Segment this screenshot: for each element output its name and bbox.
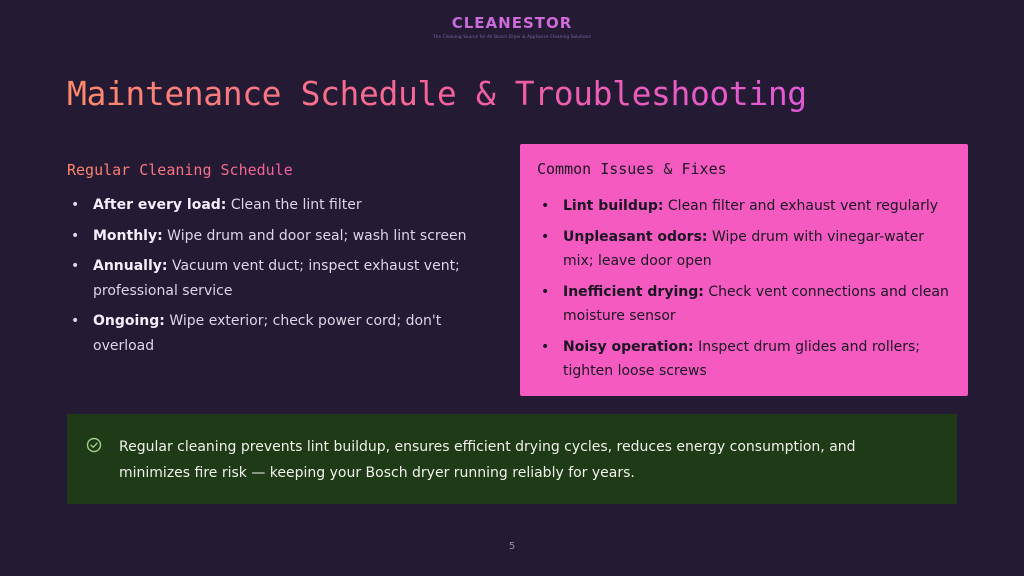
item-label: Annually: xyxy=(93,258,168,274)
item-label: After every load: xyxy=(93,197,227,213)
list-item xyxy=(67,254,487,303)
item-text: Inspect drum glides and rollers; tighten loose screws xyxy=(563,338,921,379)
item-text: Wipe exterior; check power cord; don't overload xyxy=(93,313,442,354)
common-issues-box xyxy=(520,144,968,396)
logo-wordmark: CLEANESTOR xyxy=(0,14,1024,32)
list-item xyxy=(537,335,950,384)
bullet-icon: • xyxy=(541,283,550,300)
logo-tagline: The Cleaning Source for All Bosch Dryer & Appliance Cleaning Solutions xyxy=(433,34,591,39)
callout-text: Regular cleaning prevents lint buildup, ensures efficient drying cycles, reduces energy consumption, and minimizes fire risk — keeping your Bosch dryer running reliably for years. xyxy=(119,439,856,481)
item-label: Unpleasant odors: xyxy=(563,228,708,245)
page-number: 5 xyxy=(508,541,516,552)
item-label: Noisy operation: xyxy=(563,338,694,355)
cleaning-schedule-section xyxy=(67,160,487,364)
check-circle-icon xyxy=(86,437,102,453)
item-label: Inefficient drying: xyxy=(563,283,704,300)
item-text: Wipe drum and door seal; wash lint screen xyxy=(167,227,467,244)
list-item xyxy=(67,193,487,218)
item-label: Monthly: xyxy=(93,227,163,244)
bullet-icon: • xyxy=(71,227,80,244)
list-item xyxy=(67,224,487,249)
bullet-icon: • xyxy=(541,198,550,214)
list-item xyxy=(537,280,950,329)
bullet-icon: • xyxy=(71,313,80,329)
bullet-icon: • xyxy=(71,197,80,213)
bullet-icon: • xyxy=(71,258,80,274)
cleaning-schedule-list xyxy=(67,193,487,358)
item-text: Vacuum vent duct; inspect exhaust vent; professional service xyxy=(93,258,460,299)
list-item xyxy=(67,309,487,358)
slide-title: Maintenance Schedule & Troubleshooting xyxy=(67,74,807,113)
item-text: Clean filter and exhaust vent regularly xyxy=(667,198,939,214)
summary-callout xyxy=(67,414,957,504)
item-text: Clean the lint filter xyxy=(230,197,362,213)
brand-logo xyxy=(0,14,1024,39)
list-item xyxy=(537,194,950,219)
item-label: Ongoing: xyxy=(93,313,165,329)
cleaning-schedule-heading: Regular Cleaning Schedule xyxy=(67,161,293,179)
common-issues-heading: Common Issues & Fixes xyxy=(537,160,727,178)
bullet-icon: • xyxy=(541,228,550,245)
item-text: Wipe drum with vinegar-water mix; leave door open xyxy=(563,228,925,269)
list-item xyxy=(537,225,950,274)
bullet-icon: • xyxy=(541,338,550,355)
item-text: Check vent connections and clean moisture sensor xyxy=(563,283,949,324)
common-issues-list xyxy=(537,194,950,384)
item-label: Lint buildup: xyxy=(563,198,664,214)
